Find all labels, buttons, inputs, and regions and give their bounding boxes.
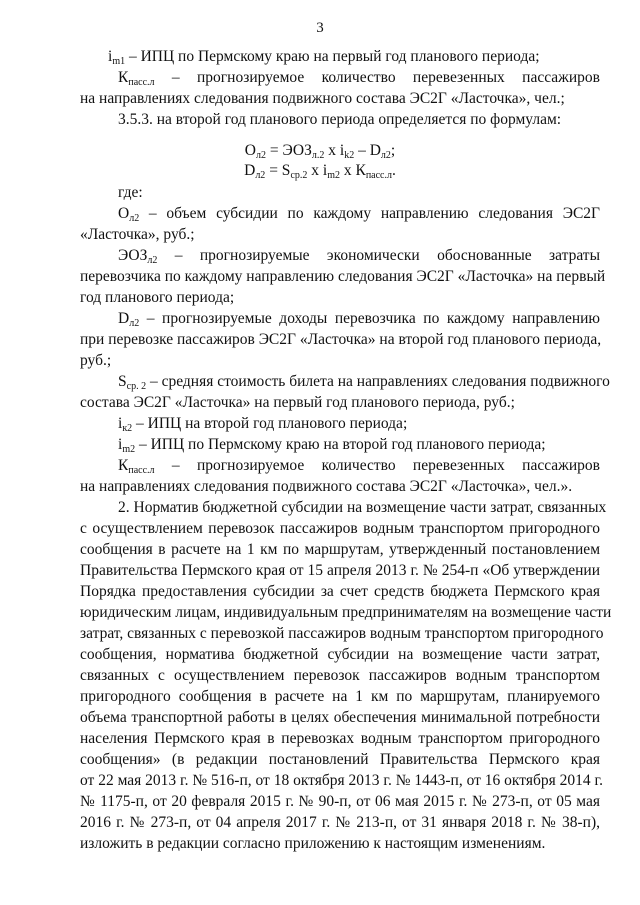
paragraph-2-line: № 1175-п, от 20 февраля 2015 г. № 90-п, от 06 мая 2015 г. № 273-п, от 05 мая bbox=[80, 793, 600, 810]
paragraph-2-line: населения Пермского края в перевозках водным транспортом пригородного bbox=[80, 730, 600, 747]
definition-im2: $i_{m2}$ – ИПЦ по Пермскому краю на второй год планового периода; bbox=[118, 436, 546, 455]
formula-d-l2: $D_{л2} = S_{ср.2}$ х $i_{m2}$ х $К_{пасс.л}$. bbox=[244, 162, 396, 181]
paragraph-2-line: объема транспортной работы в целях обеспечения минимальной потребности bbox=[80, 709, 600, 726]
page-number: 3 bbox=[316, 20, 324, 36]
paragraph-2-line: 2. Норматив бюджетной субсидии на возмещение части затрат, связанных bbox=[118, 499, 607, 516]
paragraph-2-line: затрат, связанных с перевозкой пассажиров водным транспортом пригородного bbox=[80, 625, 604, 642]
text-line: состава ЭС2Г «Ласточка» на первый год планового периода, руб.; bbox=[80, 394, 515, 411]
paragraph-2-line: Порядка предоставления субсидии за счет средств бюджета Пермского края bbox=[80, 583, 600, 600]
text-line: год планового периода; bbox=[80, 289, 235, 306]
paragraph-2-line: юридическим лицам, индивидуальным предпринимателям на возмещение части bbox=[80, 604, 612, 621]
paragraph-2-line: изложить в редакции согласно приложению к настоящим изменениям. bbox=[80, 835, 546, 852]
text-line: на направлениях следования подвижного состава ЭС2Г «Ласточка», чел.; bbox=[80, 90, 565, 107]
paragraph-2-line: сообщения в расчете на 1 км по маршрутам, утвержденный постановлением bbox=[80, 541, 600, 558]
text-line: на направлениях следования подвижного состава ЭС2Г «Ласточка», чел.». bbox=[80, 478, 573, 495]
definition-o-l2: $О_{л2}$ – объем субсидии по каждому направлению следования ЭС2Г bbox=[118, 205, 600, 224]
definition-d-l2: $D_{л2}$ – прогнозируемые доходы перевозчика по каждому направлению bbox=[118, 310, 600, 329]
definition-s-cp2: $S_{ср. 2}$ – средняя стоимость билета на направлениях следования подвижного bbox=[118, 373, 610, 392]
section-heading-3-5-3: 3.5.3. на второй год планового периода определяется по формулам: bbox=[118, 111, 562, 128]
text-line: «Ласточка», руб.; bbox=[80, 226, 195, 243]
where-label: где: bbox=[118, 184, 143, 201]
formula-o-l2: $О_{л2} = ЭОЗ_{л.2}$ х $i_{k2} - D_{л2}$; bbox=[244, 142, 396, 161]
text-line: руб.; bbox=[80, 352, 112, 369]
paragraph-2-line: Правительства Пермского края от 15 апреля 2013 г. № 254-п «Об утверждении bbox=[80, 562, 600, 579]
definition-ik2: $i_{к2}$ – ИПЦ на второй год планового периода; bbox=[118, 415, 408, 434]
definition-kpass-1: $К_{пасс.л}$ – прогнозируемое количество перевезенных пассажиров bbox=[118, 69, 600, 88]
definition-eoz-l2: $ЭОЗ_{л2}$ – прогнозируемые экономически обоснованные затраты bbox=[118, 247, 600, 266]
paragraph-2-line: 2016 г. № 273-п, от 04 апреля 2017 г. № 213-п, от 31 января 2018 г. № 38-п), bbox=[80, 814, 600, 831]
paragraph-2-line: пригородного сообщения в расчете на 1 км по маршрутам, планируемого bbox=[80, 688, 600, 705]
text-line: при перевозке пассажиров ЭС2Г «Ласточка» на второй год планового периода, bbox=[80, 331, 602, 348]
paragraph-2-line: с осуществлением перевозок пассажиров водным транспортом пригородного bbox=[80, 520, 600, 537]
paragraph-2-line: сообщения, норматива бюджетной субсидии на возмещение части затрат, bbox=[80, 646, 600, 663]
paragraph-2-line: связанных с осуществлением перевозок пассажиров водным транспортом bbox=[80, 667, 600, 684]
definition-kpass-2: $К_{пасс.л}$ – прогнозируемое количество перевезенных пассажиров bbox=[118, 457, 600, 476]
text-line: перевозчика по каждому направлению следования ЭС2Г «Ласточка» на первый bbox=[80, 268, 606, 285]
paragraph-2-line: сообщения» (в редакции постановлений Правительства Пермского края bbox=[80, 751, 600, 768]
definition-im1: $i_{m1}$ – ИПЦ по Пермскому краю на первый год планового периода; bbox=[108, 48, 540, 67]
paragraph-2-line: от 22 мая 2013 г. № 516-п, от 18 октября 2013 г. № 1443-п, от 16 октября 2014 г. bbox=[80, 772, 603, 789]
